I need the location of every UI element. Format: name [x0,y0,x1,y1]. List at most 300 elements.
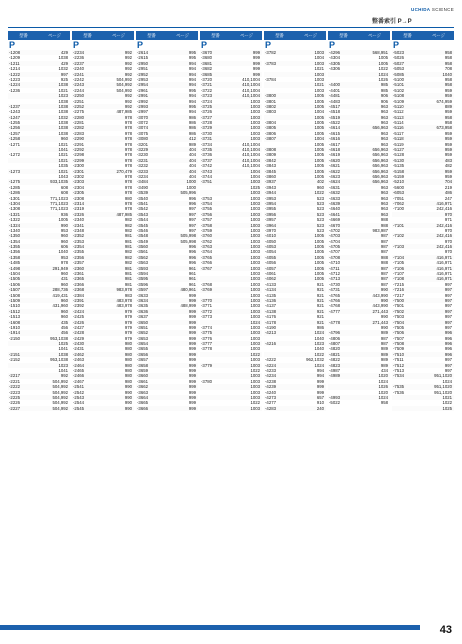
page-reference: 1003 [250,281,260,287]
page-reference: 990 [380,297,388,303]
page-reference: 997 [444,357,452,363]
model-number: -2431 [73,346,84,352]
page-reference: 1025 [250,184,260,190]
page-reference: 961 [188,281,196,287]
model-number: -3593 [137,265,148,271]
model-number: -3723 [201,93,212,99]
model-number: -3783 [265,60,276,66]
page-reference: 416,971 [436,200,452,206]
model-number: -4641 [329,211,340,217]
model-number: -2298 [73,152,84,158]
page-reference: 435 [60,319,68,325]
page-reference: 1005 [314,147,324,153]
model-number: -4305 [329,60,340,66]
model-number: -4277 [265,400,276,406]
page-reference: 1040 [442,71,452,77]
model-number: -3730 [201,130,212,136]
page-reference: 1003 [250,271,260,277]
page-reference: 504,992 [52,405,68,411]
page-reference: 997 [444,368,452,374]
page-reference: 1003 [250,195,260,201]
model-number: -2340 [73,217,84,223]
page-reference: 978 [124,152,132,158]
page-reference: 990 [60,222,68,228]
page-reference: 960 [60,314,68,320]
page-reference: 1004 [314,136,324,142]
page-reference: 983,987 [372,227,388,233]
model-number: -1505 [9,276,20,282]
model-number: -3229 [137,147,148,153]
model-number: -3634 [137,297,148,303]
page-reference: 999 [188,324,196,330]
page-reference: 1022 [314,351,324,357]
model-number: -1512 [9,308,20,314]
page-reference: 656,963 [372,147,388,153]
model-number: -3658 [137,362,148,368]
model-number: -2300 [73,163,84,169]
model-number: -4233 [265,368,276,374]
page-reference: 523 [316,227,324,233]
model-number: -4224 [265,362,276,368]
model-number: -4296 [329,50,340,55]
index-row [200,406,262,411]
page-reference: 1004 [250,168,260,174]
page-reference: 963 [380,141,388,147]
model-number: -2355 [73,249,84,255]
page-reference: 987 [380,244,388,250]
page-reference: 999 [188,292,196,298]
model-number: -5128 [393,152,404,158]
page-reference: 673,958 [436,125,452,131]
page-reference: 980 [124,362,132,368]
model-number: -4283 [265,405,276,411]
model-number: -2466 [73,373,84,379]
page-reference: 987 [380,238,388,244]
page-reference: 980 [124,351,132,357]
model-number: -2305 [73,190,84,196]
page-reference: 1003 [250,362,260,368]
page-reference: 483,978 [116,303,132,309]
model-number: -3685 [201,71,212,77]
model-number: -3682 [201,66,212,72]
page-reference: 999 [188,314,196,320]
page-reference: 921 [316,303,324,309]
page-reference: 1021 [58,141,68,147]
page-reference: 1003 [250,395,260,400]
page-reference: 982 [124,217,132,223]
model-number: -2150 [9,335,20,341]
model-number: -3595 [137,276,148,282]
page-reference: 1003 [250,103,260,109]
model-number: -4765 [329,292,340,298]
model-number: -3725 [201,103,212,109]
page-reference: 992 [124,98,132,104]
page-reference: 1005 [314,103,324,109]
brand-header [411,7,454,12]
page-reference: 402 [316,179,324,185]
page-reference: 978 [124,173,132,179]
page-reference: 958 [444,55,452,61]
model-number: -2223 [9,389,20,395]
header-page-label: ページ [112,33,125,38]
page-reference: 1003 [250,211,260,217]
model-number: -1507 [9,287,20,293]
page-reference: 1005 [314,265,324,271]
index-column [8,31,70,411]
page-reference: 608 [60,190,68,196]
model-number: -3724 [201,98,212,104]
header-divider [8,27,454,28]
page-reference: 994 [188,98,196,104]
model-number: -3954 [265,200,276,206]
page-reference: 978 [124,157,132,163]
page-reference: 982 [124,249,132,255]
page-reference: 999 [252,60,260,66]
model-number: -1504 [9,271,20,277]
page-reference: 978 [124,114,132,120]
page-reference: 1004 [314,55,324,61]
page-reference: 959 [444,136,452,142]
model-number: -3484 [137,179,148,185]
page-reference: 978 [124,120,132,126]
model-number: -3655 [137,346,148,352]
index-rows [200,50,262,411]
model-number: -2426 [73,319,84,325]
page-reference: 1003 [250,405,260,411]
model-number: -4987 [329,368,340,374]
model-number: -2953 [137,76,148,82]
model-number: -4710 [329,260,340,266]
page-reference: 959 [444,152,452,158]
model-number: -2365 [73,276,84,282]
page-reference: 995 [188,87,196,93]
model-number: -2319 [73,206,84,212]
model-number: -4807 [329,341,340,347]
model-number: -5600 [393,184,404,190]
model-number: -4778 [329,319,340,325]
page-reference: 996 [444,346,452,352]
model-number: -2544 [73,400,84,406]
model-number: -4239 [265,384,276,390]
page-reference: 656,963 [372,173,388,179]
model-number: -4766 [329,297,340,303]
page-reference: 1003 [250,265,260,271]
page-reference: 978 [124,184,132,190]
page-reference: 486 [444,190,452,196]
page-reference: 981 [124,238,132,244]
page-reference: 410,1004 [242,147,260,153]
page-reference: 970 [444,249,452,255]
model-number: -1324 [9,222,20,228]
page-reference: 1020 [378,389,388,395]
model-number: -7062 [393,200,404,206]
page-reference: 523 [316,211,324,217]
model-number: -2217 [9,373,20,379]
model-number: -7512 [393,362,404,368]
index-column [264,31,326,411]
model-number: -7100 [393,206,404,212]
page-reference: 994 [188,93,196,99]
page-reference: 953 [60,227,68,233]
page-reference: 980 [124,346,132,352]
index-column [136,31,198,411]
model-number: -3539 [137,190,148,196]
model-number: -1271 [9,141,20,147]
model-number: -4624 [329,179,340,185]
model-number: -3234 [137,173,148,179]
page-reference: 986 [188,114,196,120]
model-number: -3755 [201,206,212,212]
model-number: -4135 [265,292,276,298]
model-number: -5135 [393,163,404,169]
model-number: -4670 [329,222,340,228]
page-reference: 999 [316,384,324,390]
model-number: -1285 [9,184,20,190]
index-rows [328,50,390,406]
model-number: -1354 [9,238,20,244]
model-number: -7108 [393,276,404,282]
model-number: -2275 [73,109,84,115]
model-number: -4400 [329,82,340,88]
page-reference: 1038 [58,82,68,88]
page-reference: 674,959 [436,98,452,104]
model-number: -2222 [9,384,20,390]
page-reference: 271,443 [372,308,388,314]
page-reference: 416,971 [436,265,452,271]
page-reference: 1005 [314,233,324,239]
model-number: -3753 [201,195,212,201]
model-number: -2250 [73,93,84,99]
model-number: -2392 [73,303,84,309]
page-reference: 1038 [58,120,68,126]
model-number: -3543 [137,211,148,217]
page-reference: 456 [60,324,68,330]
page-reference: 997 [188,222,196,228]
page-reference: 978 [124,147,132,153]
model-number: -4730 [329,281,340,287]
model-number: -3757 [201,217,212,223]
page-reference: 989 [380,346,388,352]
page-reference: 1022 [442,400,452,406]
model-number: -2280 [73,114,84,120]
model-number: -3231 [137,157,148,163]
model-number: -2234 [73,50,84,55]
page-reference: 981 [124,276,132,282]
page-reference: 1003 [250,130,260,136]
model-number: -5114 [393,120,404,126]
page-reference: 1003 [250,222,260,228]
model-number: -7504 [393,319,404,325]
page-reference: 1005 [314,93,324,99]
page-reference: 953 [60,254,68,260]
model-number: -2991 [137,93,148,99]
page-reference: 1005 [314,130,324,136]
page-reference: 987 [380,276,388,282]
model-number: -4178 [265,319,276,325]
model-number: -3201 [137,141,148,147]
page-reference: 960 [60,297,68,303]
model-number: -1211 [9,60,20,66]
page-reference: 963 [380,130,388,136]
page-reference: 960 [60,136,68,142]
page-reference: 1003 [250,190,260,196]
header-page-label: ページ [304,33,317,38]
model-number: -3665 [137,400,148,406]
page-reference: 1022 [378,66,388,72]
model-number: -3845 [265,168,276,174]
page-reference: 994 [188,82,196,88]
model-number: -2950 [137,60,148,66]
page-reference: 997 [444,297,452,303]
page-reference: 704 [444,179,452,185]
page-reference: 999 [188,335,196,341]
page-reference: 1003 [250,314,260,320]
model-number: -1224 [9,82,20,88]
page-reference: 978 [124,206,132,212]
model-number: -3545 [137,222,148,228]
model-number: -2251 [73,98,84,104]
page-reference: 1020 [378,373,388,379]
series-prefix: P [73,40,80,50]
model-number: -7536 [393,389,404,395]
model-number: -2304 [73,184,84,190]
model-number: -3772 [201,308,212,314]
model-number: -3663 [137,389,148,395]
model-number: -3751 [201,179,212,185]
index-row [72,406,134,411]
model-number: -6053 [393,190,404,196]
page-reference: 959 [444,173,452,179]
model-number: -4618 [329,147,340,153]
page-reference: 999 [188,368,196,374]
model-number: -5130 [393,157,404,163]
page-reference: 656,963 [372,163,388,169]
model-number: -2360 [73,265,84,271]
page-reference: 410,1004 [242,163,260,169]
model-number: -3594 [137,271,148,277]
page-reference: 1038 [58,55,68,61]
page-reference: 1040 [314,346,324,352]
model-number: -3731 [201,136,212,142]
page-reference: 416,971 [436,260,452,266]
model-number: -3764 [201,249,212,255]
model-number: -4633 [329,195,340,201]
model-number: -2543 [73,395,84,400]
model-number: -7513 [393,368,404,374]
column-header [264,31,326,40]
page-reference: 416,971 [436,276,452,282]
model-number: -3597 [137,287,148,293]
model-number: -3809 [265,152,276,158]
page-reference: 1003 [250,98,260,104]
page-reference: 1023 [58,93,68,99]
model-number: -5027 [393,60,404,66]
page-reference: 921 [316,292,324,298]
page-reference: 999 [252,71,260,77]
page-reference: 980 [124,378,132,384]
page-reference: 504,992 [52,378,68,384]
page-reference: 986 [188,130,196,136]
model-number: -1340 [9,227,20,233]
page-reference: 999 [188,405,196,411]
model-number: -3842 [265,157,276,163]
page-reference: 963 [380,200,388,206]
model-number: -1237 [9,103,20,109]
page-reference: 504,992 [116,87,132,93]
index-column [328,31,390,411]
model-number: -3771 [201,303,212,309]
page-reference: 656,963 [372,157,388,163]
page-reference: 989 [380,330,388,336]
model-number: -2303 [73,179,84,185]
model-number: -7507 [393,335,404,341]
model-number: -3657 [137,357,148,363]
header-model-label: 型番 [19,33,28,38]
page-reference: 1005 [314,141,324,147]
model-number: -5023 [393,50,404,55]
model-number: -3770 [201,297,212,303]
model-number: -3763 [201,244,212,250]
page-reference: 970 [444,211,452,217]
page-reference: 995 [188,50,196,55]
model-number: -3805 [265,125,276,131]
page-reference: 429 [60,50,68,55]
model-number: -2225 [9,395,20,400]
page-reference: 606 [60,244,68,250]
model-number: -2236 [73,55,84,61]
page-reference: 1000 [186,184,196,190]
model-number: -1308 [9,206,20,212]
model-number: -4136 [265,297,276,303]
model-number: -3540 [137,195,148,201]
page-reference: 1003 [250,330,260,336]
model-number: -7503 [393,314,404,320]
model-number: -4137 [265,303,276,309]
model-number: -1222 [9,71,20,77]
model-number: -3721 [201,82,212,88]
page-reference: 999 [188,357,196,363]
page-reference: 504,992 [52,384,68,390]
model-number: -4057 [265,265,276,271]
page-reference: 960 [60,233,68,239]
model-number: -2961 [137,87,148,93]
model-number: -7102 [393,233,404,239]
model-number: -2226 [9,400,20,406]
page-reference: 962,1032 [306,357,324,363]
model-number: -4621 [329,163,340,169]
model-number: -7051 [393,195,404,201]
index-row [392,406,454,411]
page-reference: 1021 [58,168,68,174]
page-reference: 999 [188,400,196,406]
page-reference: 1021 [314,66,324,72]
model-number: -4623 [329,173,340,179]
page-reference: 958 [444,120,452,126]
page-reference: 936 [60,211,68,217]
model-number: -5210 [393,179,404,185]
page-reference: 959 [444,168,452,174]
page-reference: 978 [124,200,132,206]
model-number: -3722 [201,87,212,93]
page-reference: 1003 [250,378,260,384]
page-reference: 996 [188,195,196,201]
page-reference: 960 [316,184,324,190]
model-number: -4216 [265,341,276,347]
page-reference: 971 [444,217,452,223]
model-number: -2326 [73,211,84,217]
model-number: -5116 [393,125,404,131]
page-reference: 431 [60,276,68,282]
